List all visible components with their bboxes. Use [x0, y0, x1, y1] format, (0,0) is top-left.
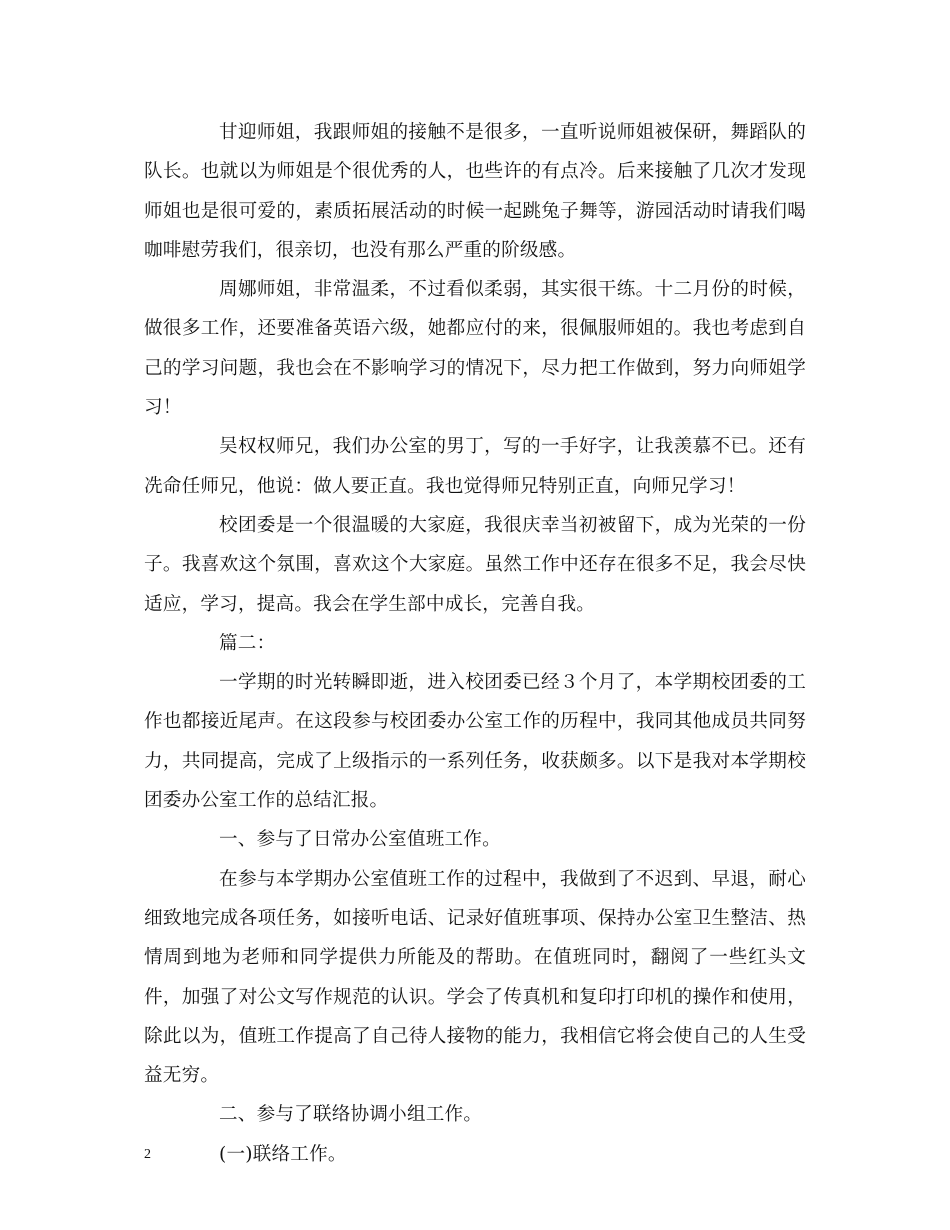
- section-heading-liaison-group: 二、参与了联络协调小组工作。: [219, 1104, 483, 1126]
- paragraph-wu-quanquan: 吴权权师兄，我们办公室的男丁，写的一手好字，让我羡慕不已。还有冼命任师兄，他说：做人要正直。我也觉得师兄特别正直，向师兄学习！: [144, 436, 806, 497]
- section-heading-part-two: 篇二：: [219, 632, 276, 654]
- paragraph-gan-ying: 甘迎师姐，我跟师姐的接触不是很多，一直听说师姐被保研，舞蹈队的队长。也就以为师姐是个很优秀的人，也些许的有点冷。后来接触了几次才发现师姐也是很可爱的，素质拓展活动的时候一起跳兔子舞等，游园活动时请我们喝咖啡慰劳我们，很亲切，也没有那么严重的阶级感。: [144, 122, 806, 261]
- document-body: [144, 113, 806, 1174]
- page-number: 2: [144, 1147, 151, 1162]
- paragraph-youth-league: 校团委是一个很温暖的大家庭，我很庆幸当初被留下，成为光荣的一份子。我喜欢这个氛围，喜欢这个大家庭。虽然工作中还存在很多不足，我会尽快适应，学习，提高。我会在学生部中成长，完善自我。: [144, 514, 806, 615]
- paragraph-duty-work: 在参与本学期办公室值班工作的过程中，我做到了不迟到、早退，耐心细致地完成各项任务，如接听电话、记录好值班事项、保持办公室卫生整洁、热情周到地为老师和同学提供力所能及的帮助。在值班同时，翻阅了一些红头文件，加强了对公文写作规范的认识。学会了传真机和复印打印机的操作和使用，除此以为，值班工作提高了自己待人接物的能力，我相信它将会使自己的人生受益无穷。: [144, 868, 806, 1087]
- section-heading-duty-work: 一、参与了日常办公室值班工作。: [219, 829, 501, 851]
- paragraph-zhou-na: 周娜师姐，非常温柔，不过看似柔弱，其实很干练。十二月份的时候，做很多工作，还要准备英语六级，她都应付的来，很佩服师姐的。我也考虑到自己的学习问题，我也会在不影响学习的情况下，尽力把工作做到，努力向师姐学习！: [144, 279, 806, 419]
- paragraph-semester-intro: 一学期的时光转瞬即逝，进入校团委已经３个月了，本学期校团委的工作也都接近尾声。在这段参与校团委办公室工作的历程中，我同其他成员共同努力，共同提高，完成了上级指示的一系列任务，收获颇多。以下是我对本学期校团委办公室工作的总结汇报。: [144, 672, 806, 812]
- subsection-heading-liaison: (一)联络工作。: [219, 1143, 347, 1165]
